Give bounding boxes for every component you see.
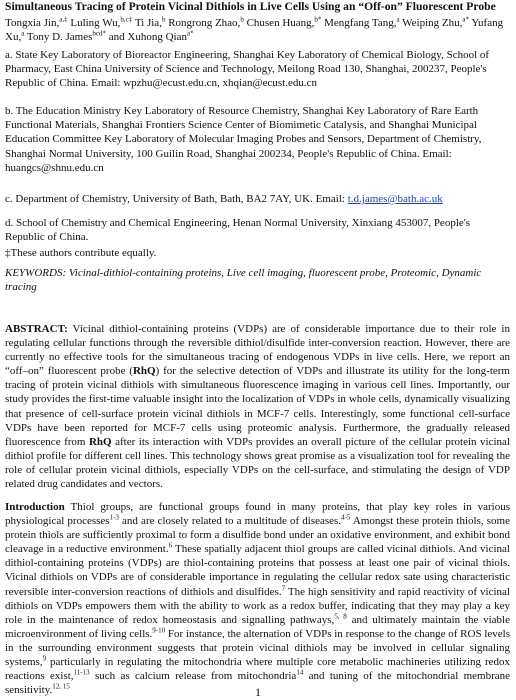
introduction-paragraph [5,500,510,697]
probe-name: RhQ [88,435,112,448]
citation: 4-5 [341,513,351,522]
intro-text: These spatially adjacent thiol groups are called vicinal dithiols. And vicinal dithiol-containing proteins (VDPs) are thiol-containing proteins that possess at least one pair of vicinal thiols. Vicinal dithiols on VDPs are of considerable importance in regulating the cellular redox sate using characteristic reversible inter-conversion reactions of dithiols and disulfides. [5,543,510,598]
author-name: Weiping Zhu, [399,17,463,29]
author-affiliation-mark: b,c‡ [120,15,133,24]
page-number: 1 [255,685,261,699]
abstract-label: ABSTRACT: [5,323,68,335]
probe-name: RhQ [132,365,156,378]
author-affiliation-mark: a [396,15,400,24]
author-affiliation-mark: b [240,15,244,24]
paper-title: Simultaneous Tracing of Protein Vicinal Dithiols in Live Cells Using an “Off-on” Fluorescent Probe [5,0,496,13]
author-name: Tongxia Jin, [5,17,60,29]
intro-text: and ultimately maintain the viable microenvironment of living cells. [5,613,510,640]
introduction-heading: Introduction [5,501,65,513]
abstract-text: ) for the selective detection of VDPs and illustrate its utility for the long-term tracing of protein vicinal dithiols with simultaneous fluorescence imaging in various cell lines. Importantly, our study provides the first-time valuable insight into the localization of VDPs in whole cells, dynamically visualizing that presence of cell-surface protein vicinal dithiols in MCF-7 cells. Interestingly, some functional cell-surface VDPs have been reported for MCF-7 cells using proteomic analysis. Furthermore, the gradually released fluorescence from [5,365,510,448]
citation: 12, 15 [52,682,70,691]
author-name: Yufang Xu, [5,17,504,43]
author-name: Luling Wu, [67,17,121,29]
author-name: Chusen Huang, [243,17,315,29]
keywords: KEYWORDS: Vicinal-dithiol-containing proteins, Live cell imaging, fluorescent probe, Proteomic, Dynamic tracing [5,267,482,293]
intro-text: Amongst these protein thiols, some protein thiols are sufficiently proximal to form a disulfide bond under an oxidative environment, and exhibit bond cleavage in a reductive environment. [5,515,510,556]
abstract-text: Vicinal dithiol-containing proteins (VDPs) are of considerable importance due to their role in regulating cellular functions through the reversible dithiol/disulfide inter-conversion reaction. However, there are currently no effective tools for the simultaneous tracing of endogenous VDPs in live cells. Here, we report an “off–on” fluorescent probe ( [5,323,510,378]
abstract-paragraph [5,322,510,491]
email-link[interactable]: t.d.james@bath.ac.uk [347,193,443,205]
citation: 6 [168,541,173,550]
citation: 1-3 [109,513,119,522]
author-name: Rongrong Zhao, [165,17,241,29]
equal-contribution-note: ‡These authors contribute equally. [5,247,157,259]
citation: 11-13 [73,668,90,677]
author-affiliation-mark: bcd* [92,29,107,38]
intro-text: particularly in regulating the mitochondria where multiple core metabolic machineries utilizing redox reactions exist, [5,656,510,683]
author-list [5,16,510,44]
citation: 9 [42,654,47,663]
author-affiliation-mark: a [21,29,25,38]
intro-text: For instance, the alternation of VDPs in response to the change of ROS levels in the surrounding environment suggests that protein vicinal dithiols may be involved in cellular signaling systems, [5,627,510,669]
intro-text: and tuning of the mitochondrial membrane sensitivity. [5,670,510,697]
author-name: Mengfang Tang, [321,17,397,29]
affiliation-c-text: c. Department of Chemistry, University of Bath, Bath, BA2 7AY, UK. Email: [5,193,348,205]
author-name: Tony D. James [24,31,93,43]
affiliation-a: a. State Key Laboratory of Bioreactor Engineering, Shanghai Key Laboratory of Chemical Biology, School of Pharmacy, East China University of Science and Technology, Meilong Road 130, Shanghai, 200237, People's Republic of China. Email: wpzhu@ecust.edu.cn, xhqian@ecust.edu.cn [5,49,490,90]
citation: 7 [281,583,286,592]
citation: 5, 8 [334,612,347,621]
intro-text: Thiol groups, are functional groups found in many proteins, that play key roles in various physiological processes [5,501,510,528]
author-affiliation-mark: a* [462,15,469,24]
citation: 14 [296,668,304,677]
intro-text: such as calcium release from mitochondria [89,670,297,683]
affiliation-b: b. The Education Ministry Key Laboratory of Resource Chemistry, Shanghai Key Laboratory of Rare Earth Functional Materials, Shanghai Frontiers Science Center of Biomimetic Catalysis, and Shanghai Municipal Education Committee Key Laboratory of Molecular Imaging Probes and Sensors, Department of Chemistry, Shanghai Normal University, 100 Guilin Road, Shanghai 200234, People's Republic of China. Email: huangcs@shnu.edu.cn [5,105,482,174]
intro-text: The high sensitivity and rapid reactivity of vicinal dithiols on VDPs empowers them with the ability to work as a redox buffer, indicating that they may play a key role in the maintenance of redox homeostasis and signalling pathways, [5,585,510,626]
affiliation-c [5,192,510,206]
author-affiliation-mark: b [161,15,166,24]
author-affiliation-mark: b* [314,15,322,24]
author-affiliation-mark: a* [186,29,194,38]
abstract-text: after its interaction with VDPs provides an overall picture of the cellular protein vicinal dithiol profile for different cell lines. This technology shows great promise as a visualization tool for revealing the role of cellular protein vicinal dithiols, especially VDPs on the cell-surface, and stimulating the design of VDP related drug candidates and vectors. [5,435,510,491]
author-name: and Xuhong Qian [106,31,187,43]
author-name: Ti Jia, [132,17,162,29]
author-affiliation-mark: a,‡ [59,15,68,24]
intro-text: and are closely related to a multitude of diseases. [118,515,342,528]
affiliation-d: d. School of Chemistry and Chemical Engineering, Henan Normal University, Xinxiang 453007, People's Republic of China. [5,217,471,244]
citation: 9-10 [152,626,166,635]
